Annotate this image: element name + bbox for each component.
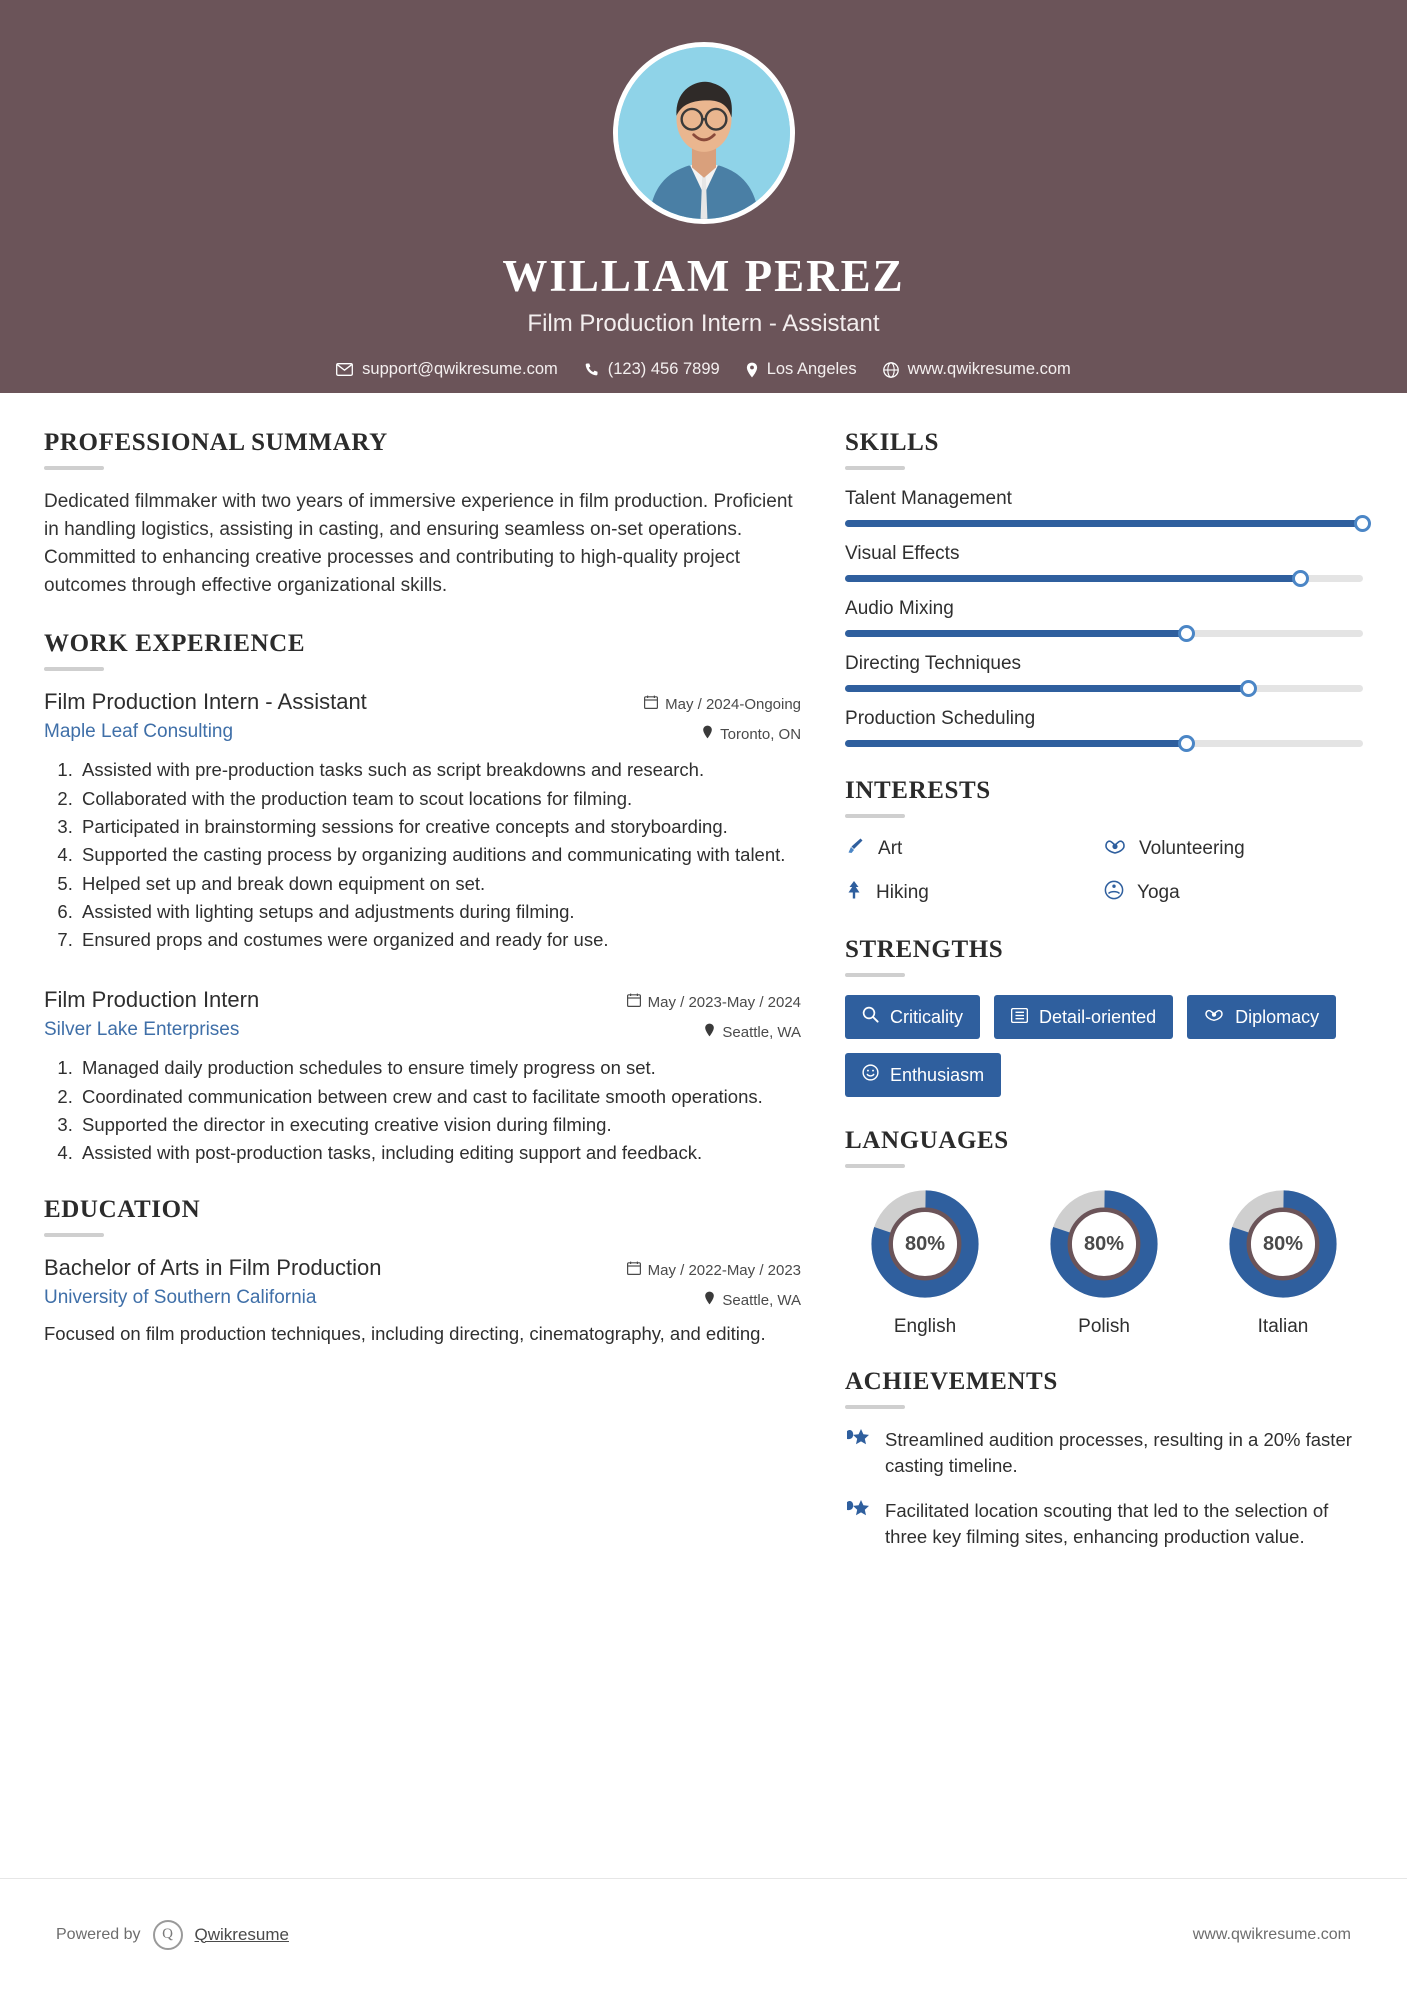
section-title: STRENGTHS [845,936,1004,963]
contact-phone[interactable] [576,360,728,379]
language-percent: 80% [905,1232,946,1255]
skill-bar [845,575,1363,582]
achievement-item [845,1498,1363,1551]
skill-item [845,488,1363,527]
section-rule [44,1233,104,1237]
section-rule [845,973,905,977]
section-title: INTERESTS [845,777,991,804]
contact-email[interactable] [328,360,566,379]
education-location: Seattle, WA [722,1291,802,1309]
globe-icon [883,362,899,378]
section-strengths [845,936,1363,1097]
skill-bar [845,520,1363,527]
section-title: ACHIEVEMENTS [845,1368,1058,1395]
skill-bar-knob[interactable] [1292,570,1309,587]
tree-icon [845,880,863,906]
list-item: 1. Managed daily production schedules to ensure timely progress on set. [78,1055,801,1081]
resume-header [0,0,1407,393]
interest-label: Volunteering [1139,838,1245,859]
section-education [44,1196,801,1348]
skill-item [845,653,1363,692]
skill-bar-knob[interactable] [1178,625,1195,642]
section-work-experience [44,630,801,1166]
strength-chip [845,995,980,1039]
skill-bar [845,630,1363,637]
skill-bar-fill [845,520,1363,527]
section-rule [845,466,905,470]
section-rule [845,1164,905,1168]
contact-website-text: www.qwikresume.com [907,360,1071,378]
map-marker-icon [704,1023,715,1041]
language-item [1024,1186,1184,1338]
paintbrush-icon [845,836,865,862]
job-title: Film Production Intern - Assistant [527,310,880,337]
experience-org[interactable]: Maple Leaf Consulting [44,721,234,743]
left-column [44,429,801,1568]
language-percent: 80% [1262,1232,1304,1255]
language-label: Italian [1257,1316,1309,1337]
envelope-icon [336,363,353,376]
interest-item [1104,836,1363,862]
section-title: SKILLS [845,429,939,456]
badge-star-icon [845,1427,871,1456]
skill-bar-fill [845,630,1187,637]
skill-label: Talent Management [845,488,1012,509]
qwikresume-logo-icon: Q [153,1920,183,1950]
skill-label: Production Scheduling [845,708,1036,729]
skill-item [845,543,1363,582]
skill-bar-knob[interactable] [1354,515,1371,532]
skill-label: Visual Effects [845,543,960,564]
experience-role: Film Production Intern - Assistant [44,689,367,715]
interest-item [1104,880,1363,906]
language-percent: 80% [1084,1232,1125,1255]
strength-chip [1187,995,1336,1039]
experience-location: Seattle, WA [722,1023,802,1041]
calendar-icon [644,695,658,713]
language-donut [1225,1186,1341,1302]
section-title: WORK EXPERIENCE [44,630,306,658]
list-icon [1011,1007,1028,1028]
language-item [845,1186,1005,1338]
contact-location-text: Los Angeles [766,360,857,378]
interest-item [845,880,1104,906]
list-item: 3. Supported the director in executing creative vision during filming. [78,1112,801,1138]
powered-by-label: Powered by [56,1925,141,1943]
section-rule [44,466,104,470]
brand-link[interactable]: Qwikresume [194,1924,289,1944]
achievement-text: Facilitated location scouting that led to the selection of three key filming sites, enhancing production value. [885,1499,1329,1547]
list-item: 2. Coordinated communication between crew and cast to facilitate smooth operations. [78,1084,801,1110]
strength-label: Enthusiasm [890,1064,985,1085]
smiley-icon [862,1064,879,1086]
skill-bar [845,685,1363,692]
achievement-text: Streamlined audition processes, resulting in a 20% faster casting timeline. [885,1429,1352,1477]
right-column [845,429,1363,1568]
section-rule [845,1405,905,1409]
calendar-icon [627,993,641,1011]
experience-dates: May / 2023-May / 2024 [647,993,802,1011]
badge-star-icon [845,1498,871,1527]
experience-location: Toronto, ON [720,725,802,743]
list-item: 4. Assisted with post-production tasks, including editing support and feedback. [78,1140,801,1166]
experience-role: Film Production Intern [44,987,260,1013]
calendar-icon [627,1261,641,1279]
skill-item [845,598,1363,637]
section-rule [44,667,104,671]
section-rule [845,814,905,818]
handshake-icon [1204,1007,1224,1028]
list-item: 5. Helped set up and break down equipment on set. [78,871,801,897]
language-donut [867,1186,983,1302]
section-title: PROFESSIONAL SUMMARY [44,429,388,456]
achievement-item [845,1427,1363,1480]
contact-location[interactable] [738,360,865,379]
section-interests [845,777,1363,906]
list-item: 1. Assisted with pre-production tasks such as script breakdowns and research. [78,757,801,783]
education-entry [44,1255,801,1348]
list-item: 4. Supported the casting process by organizing auditions and communicating with talent. [78,842,801,868]
avatar [613,42,795,224]
skill-bar [845,740,1363,747]
contact-row [0,360,1407,379]
skill-bar-knob[interactable] [1178,735,1195,752]
strength-chip [845,1053,1001,1097]
experience-dates: May / 2024-Ongoing [665,695,802,713]
education-school[interactable]: University of Southern California [44,1287,317,1309]
strength-label: Detail-oriented [1039,1006,1157,1027]
interest-label: Art [878,838,903,859]
section-professional-summary [44,429,801,600]
contact-website[interactable] [875,360,1079,379]
education-degree: Bachelor of Arts in Film Production [44,1255,382,1281]
footer-website[interactable]: www.qwikresume.com [1192,1925,1351,1943]
section-achievements [845,1368,1363,1550]
list-item: 2. Collaborated with the production team to scout locations for filming. [78,786,801,812]
phone-icon [584,362,599,377]
skill-label: Audio Mixing [845,598,954,619]
avatar-photo [618,47,790,219]
skill-bar-fill [845,685,1249,692]
location-pin-icon [746,362,758,378]
experience-org[interactable]: Silver Lake Enterprises [44,1019,240,1041]
list-item: 7. Ensured props and costumes were organized and ready for use. [78,927,801,953]
yoga-icon [1104,880,1124,906]
language-label: English [893,1316,957,1337]
skill-item [845,708,1363,747]
section-title: EDUCATION [44,1196,201,1224]
page-title: WILLIAM PEREZ [502,251,905,301]
map-marker-icon [702,725,713,743]
language-label: Polish [1078,1316,1130,1337]
contact-email-text: support@qwikresume.com [362,360,558,378]
hands-heart-icon [1104,837,1126,861]
language-item [1203,1186,1363,1338]
skill-bar-fill [845,740,1187,747]
page-footer [0,1878,1407,1990]
education-dates: May / 2022-May / 2023 [647,1261,802,1279]
skill-label: Directing Techniques [845,653,1022,674]
search-icon [862,1006,879,1028]
experience-entry [44,689,801,953]
contact-phone-text: (123) 456 7899 [607,360,720,378]
skill-bar-knob[interactable] [1240,680,1257,697]
summary-text: Dedicated filmmaker with two years of immersive experience in film production. Proficient in handling logistics, assisting in casting, and ensuring seamless on-set operations. Committed to enhancing creative processes and contributing to high-quality project outcomes through effective organizational skills. [44,491,793,597]
strength-chip [994,995,1173,1039]
experience-bullets [78,757,801,953]
experience-entry [44,987,801,1166]
education-description: Focused on film production techniques, including directing, cinematography, and editing. [44,1323,766,1345]
resume-body [0,393,1407,1568]
section-title: LANGUAGES [845,1127,1009,1154]
section-skills [845,429,1363,747]
interest-item [845,836,1104,862]
strength-label: Criticality [890,1006,964,1027]
map-marker-icon [704,1291,715,1309]
section-languages [845,1127,1363,1338]
strength-label: Diplomacy [1235,1006,1320,1027]
list-item: 6. Assisted with lighting setups and adjustments during filming. [78,899,801,925]
list-item: 3. Participated in brainstorming sessions for creative concepts and storyboarding. [78,814,801,840]
language-donut [1046,1186,1162,1302]
interest-label: Yoga [1137,882,1180,903]
skill-bar-fill [845,575,1301,582]
interest-label: Hiking [876,882,929,903]
experience-bullets [78,1055,801,1166]
